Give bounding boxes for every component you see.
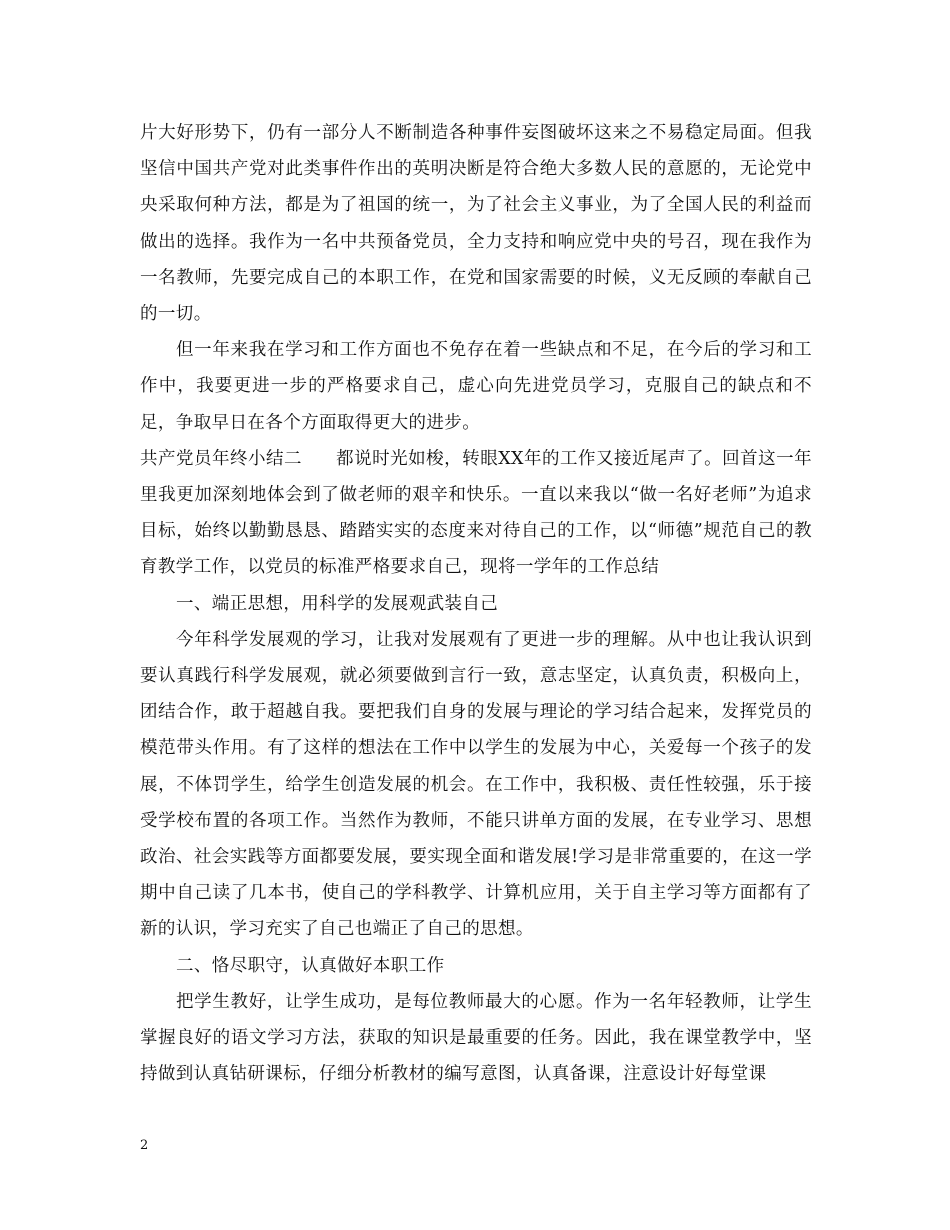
document-body	[140, 115, 812, 1092]
page-number: 2	[140, 1138, 149, 1153]
paragraph-summary-two	[140, 441, 812, 586]
subheading-one: 一、端正思想，用科学的发展观武装自己	[176, 593, 499, 614]
paragraph-science-development: 今年科学发展观的学习，让我对发展观有了更进一步的理解。从中也让我认识到要认真践行科学发展观，就必须要做到言行一致，意志坚定，认真负责，积极向上，团结合作，敢于超越自我。要把我们自身的发展与理论的学习结合起来，发挥党员的模范带头作用。有了这样的想法在工作中以学生的发展为中心，关爱每一个孩子的发展，不体罚学生，给学生创造发展的机会。在工作中，我积极、责任性较强，乐于接受学校布置的各项工作。当然作为教师，不能只讲单方面的发展，在专业学习、思想政治、社会实践等方面都要发展，要实现全面和谐发展!学习是非常重要的，在这一学期中自己读了几本书，使自己的学科教学、计算机应用，关于自主学习等方面都有了新的认识，学习充实了自己也端正了自己的思想。	[140, 629, 812, 940]
section-intro-text: 都说时光如梭，转眼XX年的工作又接近尾声了。回首这一年里我更加深刻地体会到了做老师的艰辛和快乐。一直以来我以“做一名好老师”为追求目标，始终以勤勤恳恳、踏踏实实的态度来对待自己的工作，以“师德”规范自己的教育教学工作，以党员的标准严格要求自己，现将一学年的工作总结	[140, 448, 812, 578]
subheading-two: 二、恪尽职守，认真做好本职工作	[176, 955, 445, 976]
paragraph-shortcomings: 但一年来我在学习和工作方面也不免存在着一些缺点和不足，在今后的学习和工作中，我要更进一步的严格要求自己，虚心向先进党员学习，克服自己的缺点和不足，争取早日在各个方面取得更大的进步。	[140, 340, 812, 433]
section-title: 共产党员年终小结二	[140, 448, 303, 469]
paragraph-teaching-duty: 把学生教好，让学生成功，是每位教师最大的心愿。作为一名年轻教师，让学生掌握良好的语文学习方法，获取的知识是最重要的任务。因此，我在课堂教学中，坚持做到认真钻研课标，仔细分析教材的编写意图，认真备课，注意设计好每堂课	[140, 991, 812, 1085]
paragraph-continuation: 片大好形势下，仍有一部分人不断制造各种事件妄图破坏这来之不易稳定局面。但我坚信中国共产党对此类事件作出的英明决断是符合绝大多数人民的意愿的，无论党中央采取何种方法，都是为了祖国的统一，为了社会主义事业，为了全国人民的利益而做出的选择。我作为一名中共预备党员，全力支持和响应党中央的号召，现在我作为一名教师，先要完成自己的本职工作，在党和国家需要的时候，义无反顾的奉献自己的一切。	[140, 123, 812, 325]
